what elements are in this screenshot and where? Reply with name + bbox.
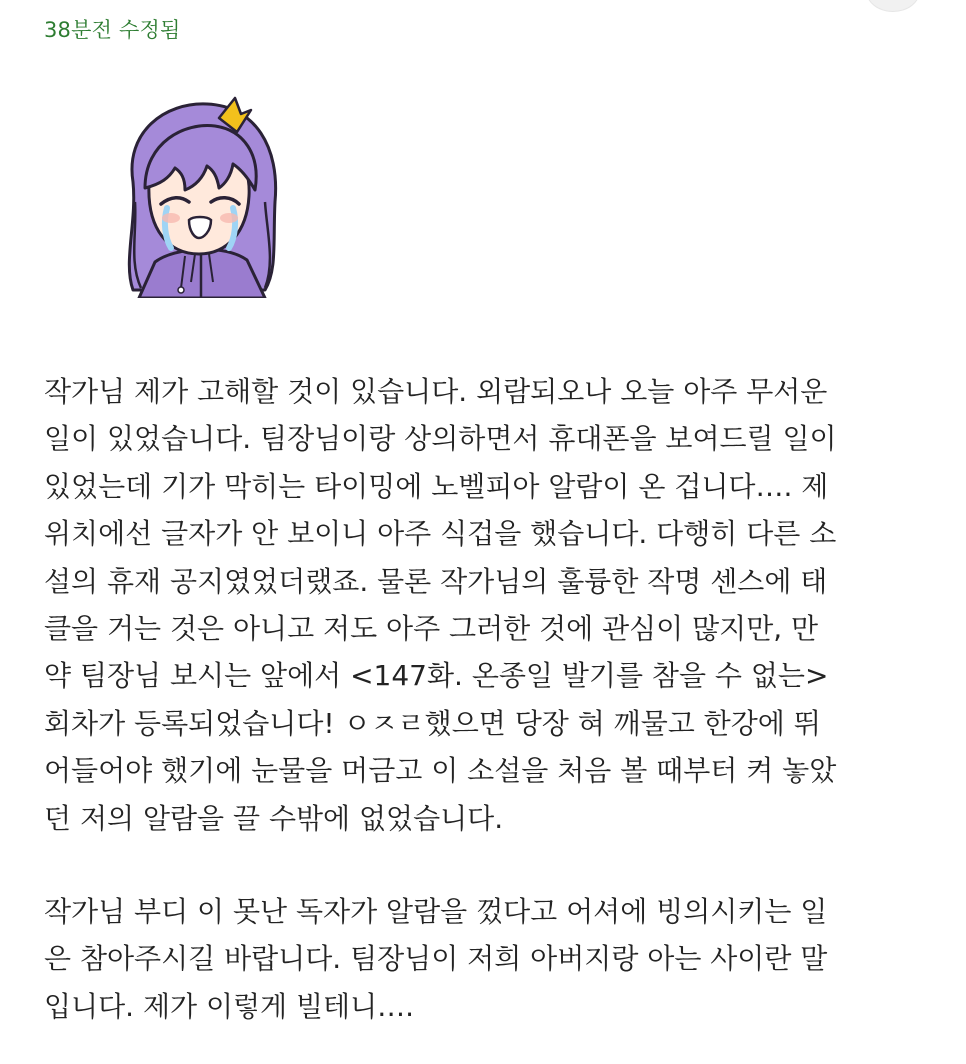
post-paragraph-2: 작가님 부디 이 못난 독자가 알람을 껐다고 어셔에 빙의시키는 일 은 참아주시길 바랍니다. 팀장님이 저희 아버지랑 아는 사이란 말 입니다. 제가 이렇게 빌테니…. bbox=[44, 895, 828, 1023]
edited-timestamp: 38분전 수정됨 bbox=[44, 18, 181, 42]
crying-girl-sticker-icon bbox=[115, 92, 281, 298]
post-paragraph-1: 작가님 제가 고해할 것이 있습니다. 외람되오나 오늘 아주 무서운 일이 있었습니다. 팀장님이랑 상의하면서 휴대폰을 보여드릴 일이 있었는데 기가 막히는 타이밍에 노벨피아 알람이 온 겁니다…. 제 위치에선 글자가 안 보이니 아주 식겁을 했습니다. 다행히 다른 소 설의 휴재 공지였었더랬죠. 물론 작가님의 훌륭한 작명 센스에 태 클을 거는 것은 아니고 저도 아주 그러한 것에 관심이 많지만, 만 약 팀장님 보시는 앞에서 <147화. 온종일 발기를 참을 수 없는> 회차가 등록되었습니다! ㅇㅈㄹ했으면 당장 혀 깨물고 한강에 뛰 어들어야 했기에 눈물을 머금고 이 소설을 처음 볼 때부터 켜 놓았 던 저의 알람을 끌 수밖에 없었습니다. bbox=[44, 375, 837, 835]
post-body bbox=[44, 368, 934, 1030]
top-right-round-button[interactable] bbox=[866, 0, 920, 12]
